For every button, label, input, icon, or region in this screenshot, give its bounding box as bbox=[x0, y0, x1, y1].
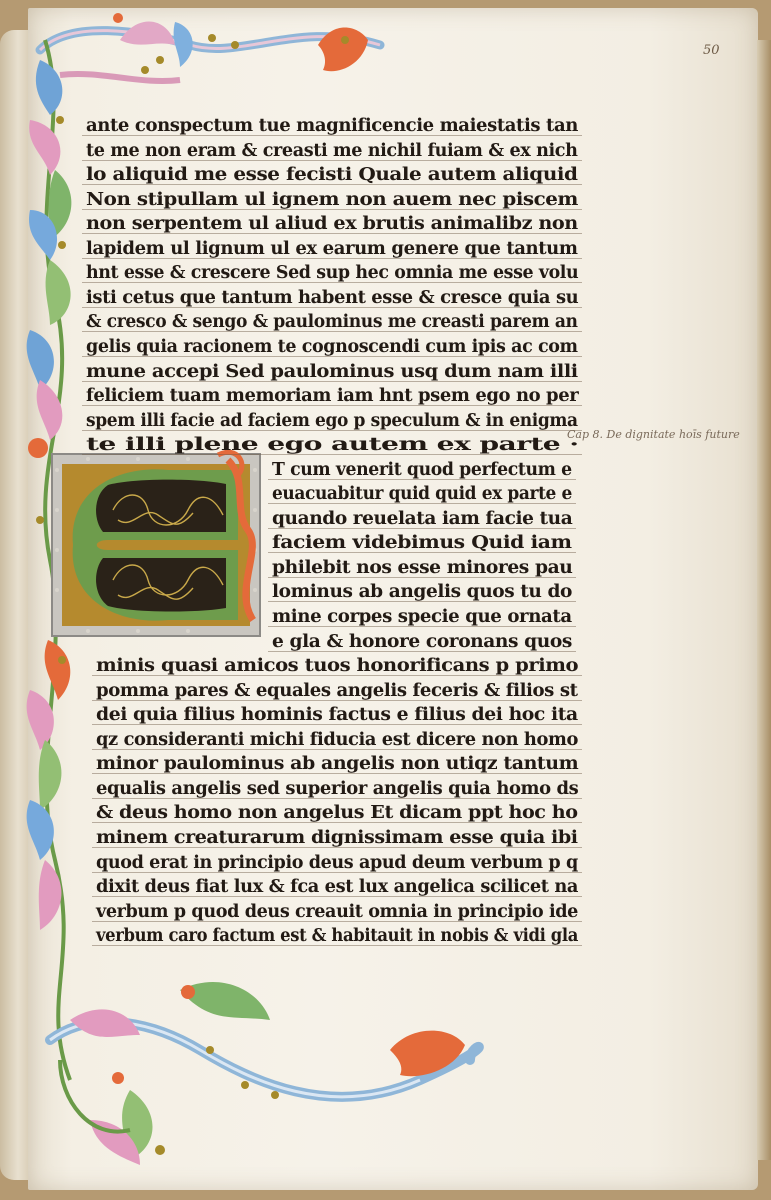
margin-note: Cap 8. De dignitate hoīs future bbox=[567, 428, 740, 441]
text-line: Non stipullam ul ignem non auem nec piscem bbox=[86, 189, 578, 210]
text-line: spem illi facie ad faciem ego p speculum & in enigma bbox=[86, 410, 578, 431]
folio-number: 50 bbox=[703, 43, 720, 58]
text-line: & cresco & sengo & paulominus me creasti parem an bbox=[86, 312, 578, 333]
text-line: te me non eram & creasti me nichil fuiam & ex nich bbox=[86, 140, 578, 161]
text-line: isti cetus que tantum habent esse & cresce quia su bbox=[86, 287, 579, 308]
text-line: philebit nos esse minores pau bbox=[272, 557, 573, 578]
text-line: & deus homo non angelus Et dicam ppt hoc ho bbox=[96, 803, 578, 824]
text-line: feliciem tuam memoriam iam hnt psem ego no per bbox=[86, 386, 579, 407]
text-line: lapidem ul lignum ul ex earum genere que tantum bbox=[86, 238, 578, 259]
text-line: gelis quia racionem te cognoscendi cum ipis ac com bbox=[86, 336, 578, 357]
text-line: lominus ab angelis quos tu do bbox=[272, 582, 573, 603]
text-line: dei quia filius hominis factus e filius dei hoc ita bbox=[96, 705, 578, 726]
text-line: minor paulominus ab angelis non utiqz tantum bbox=[96, 754, 579, 775]
text-line: quod erat in principio deus apud deum verbum p q bbox=[96, 852, 578, 873]
text-line: non serpentem ul aliud ex brutis animalibz non bbox=[86, 214, 578, 235]
text-line: mine corpes specie que ornata bbox=[272, 607, 572, 627]
text-line: dixit deus fiat lux & fca est lux angelica scilicet na bbox=[96, 877, 579, 898]
illuminated-initial-E bbox=[48, 450, 264, 640]
text-line: lo aliquid me esse fecisti Quale autem aliquid bbox=[86, 165, 578, 186]
text-line: pomma pares & equales angelis feceris & filios st bbox=[96, 680, 578, 701]
text-line: te illi plene ego autem ex parte · bbox=[86, 435, 579, 456]
text-line: ante conspectum tue magnificencie maiestatis tan bbox=[86, 116, 578, 136]
text-line: T cum venerit quod perfectum e bbox=[272, 459, 572, 480]
text-line: verbum p quod deus creauit omnia in principio ide bbox=[96, 901, 578, 922]
text-line: e gla & honore coronans quos bbox=[272, 631, 572, 652]
text-line: minem creaturarum dignissimam esse quia ibi bbox=[96, 827, 578, 848]
text-line: minis quasi amicos tuos honorificans p primo bbox=[96, 656, 579, 677]
text-line: faciem videbimus Quid iam bbox=[272, 533, 572, 554]
text-line: hnt esse & crescere Sed sup hec omnia me esse volu bbox=[86, 263, 579, 284]
text-line: euacuabitur quid quid ex parte e bbox=[272, 484, 572, 505]
text-line: equalis angelis sed superior angelis quia homo ds bbox=[96, 778, 579, 799]
text-line: quando reuelata iam facie tua bbox=[272, 508, 573, 529]
text-line: qz consideranti michi fiducia est dicere non homo bbox=[96, 729, 578, 750]
text-line: verbum caro factum est & habitauit in nobis & vidi gla bbox=[96, 926, 578, 947]
text-line: mune accepi Sed paulominus usq dum nam illi bbox=[86, 361, 578, 382]
